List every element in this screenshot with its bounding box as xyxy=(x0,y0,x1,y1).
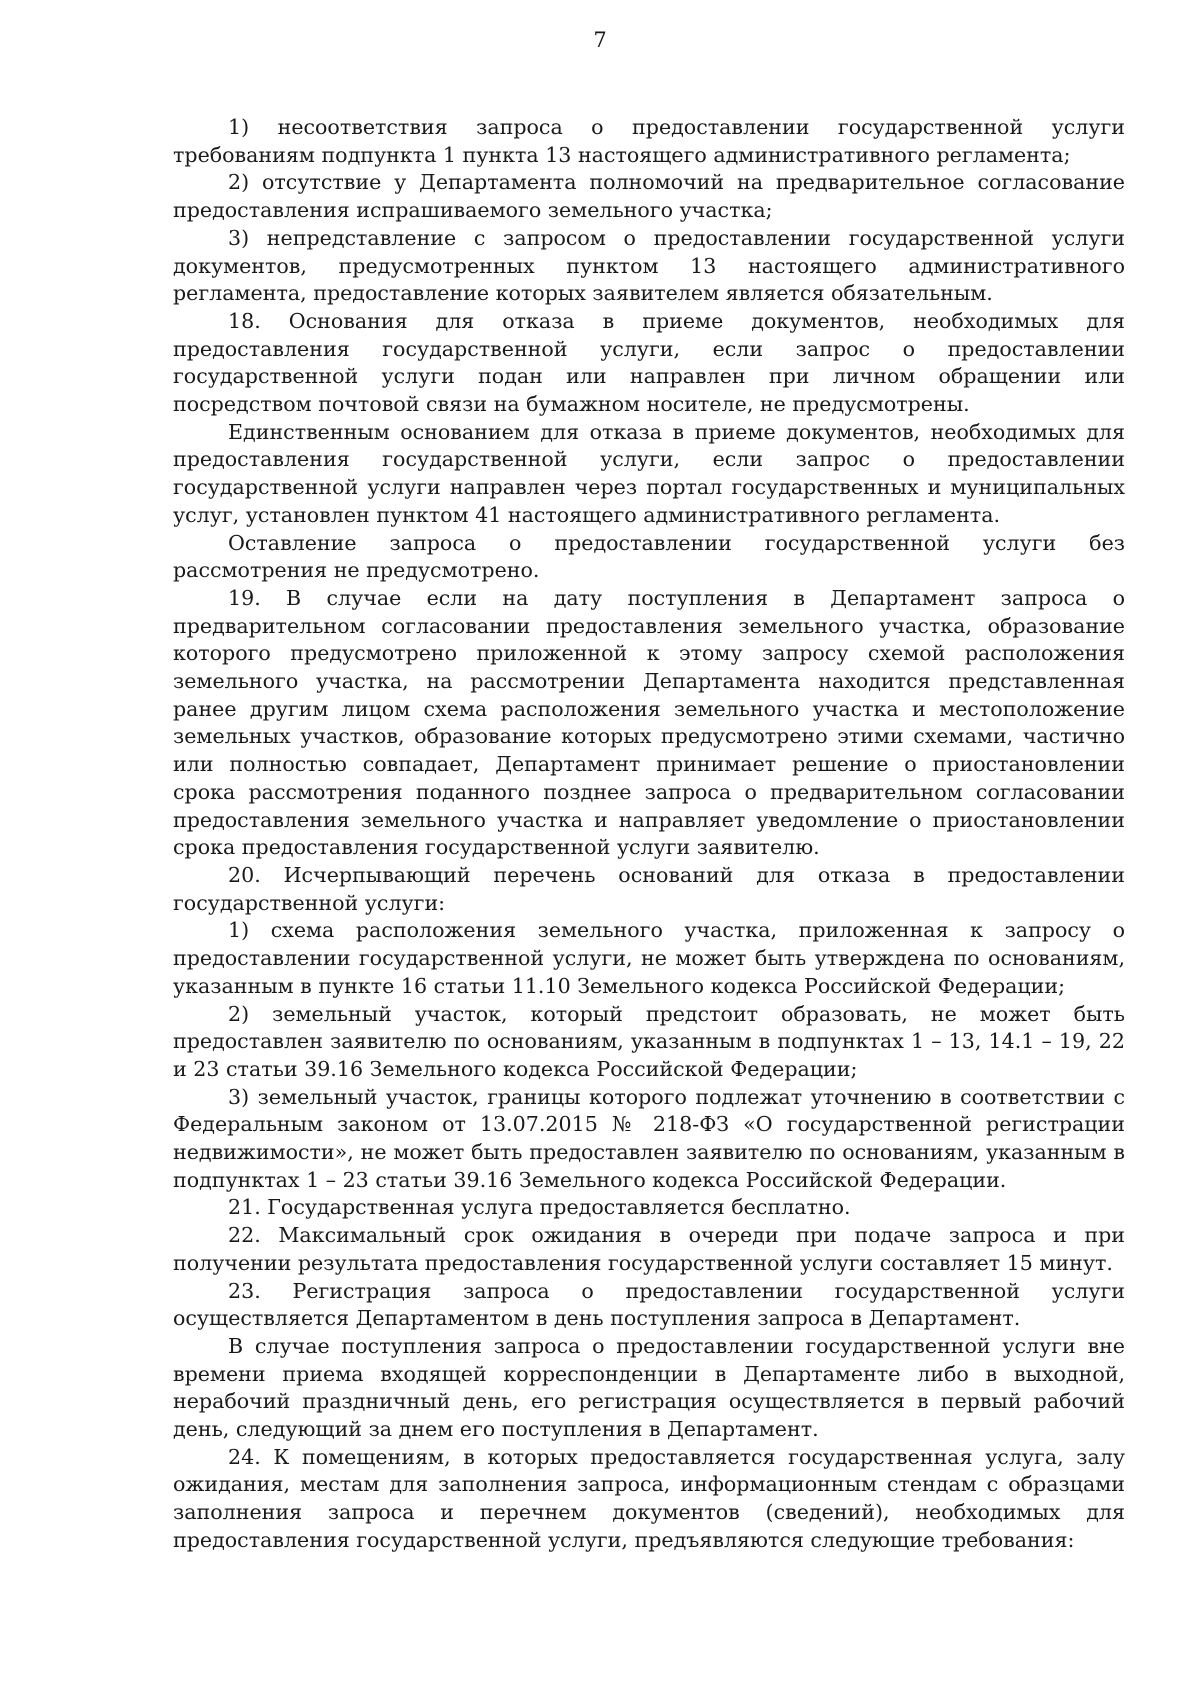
paragraph-20-item-2: 2) земельный участок, который предстоит образовать, не может быть предоставлен заявителю по основаниям, указанным в подпунктах 1 – 13, 14.1 – 19, 22 и 23 статьи 39.16 Земельного кодекса Российской Федерации; xyxy=(173,1001,1125,1081)
paragraph-24: 24. К помещениям, в которых предоставляется государственная услуга, залу ожидания, местам для заполнения запроса, информационным стендам с образцами заполнения запроса и перечнем документов (сведений), необходимых для предоставления государственной услуги, предъявляются следующие требования: xyxy=(173,1444,1125,1552)
paragraph-18-sole-ground: Единственным основанием для отказа в приеме документов, необходимых для предоставления государственной услуги, если запрос о предоставлении государственной услуги направлен через портал государственных и муниципальных услуг, установлен пунктом 41 настоящего административного регламента. xyxy=(173,419,1125,527)
paragraph-20-item-3: 3) земельный участок, границы которого подлежат уточнению в соответствии с Федеральным законом от 13.07.2015 № 218-ФЗ «О государственной регистрации недвижимости», не может быть предоставлен заявителю по основаниям, указанным в подпунктах 1 – 23 статьи 39.16 Земельного кодекса Российской Федерации. xyxy=(173,1084,1125,1192)
paragraph-21: 21. Государственная услуга предоставляется бесплатно. xyxy=(228,1195,851,1220)
paragraph-item-2-no-authority: 2) отсутствие у Департамента полномочий на предварительное согласование предоставления испрашиваемого земельного участка; xyxy=(173,170,1125,223)
paragraph-18: 18. Основания для отказа в приеме документов, необходимых для предоставления государственной услуги, если запрос о предоставлении государственной услуги подан или направлен при личном обращении или посредством почтовой связи на бумажном носителе, не предусмотрены. xyxy=(173,308,1125,417)
paragraph-item-1-mismatch: 1) несоответствия запроса о предоставлении государственной услуги требованиям подпункта 1 пункта 13 настоящего административного регламента; xyxy=(173,115,1125,167)
paragraph-23-off-hours: В случае поступления запроса о предоставлении государственной услуги вне времени приема входящей корреспонденции в Департаменте либо в выходной, нерабочий праздничный день, его регистрация осуществляется в первый рабочий день, следующий за днем его поступления в Департамент. xyxy=(173,1333,1125,1442)
document-body xyxy=(173,114,1125,1555)
page-number: 7 xyxy=(593,28,607,52)
paragraph-19: 19. В случае если на дату поступления в Департамент запроса о предварительном согласовании предоставления земельного участка, образование которого предусмотрено приложенной к этому запросу схемой расположения земельного участка, на рассмотрении Департамента находится представленная ранее другим лицом схема расположения земельного участка и местоположение земельных участков, образование которых предусмотрено этими схемами, частично или полностью совпадает, Департамент принимает решение о приостановлении срока рассмотрения поданного позднее запроса о предварительном согласовании предоставления земельного участка и направляет уведомление о приостановлении срока предоставления государственной услуги заявителю. xyxy=(173,585,1125,860)
paragraph-18-no-leaving: Оставление запроса о предоставлении государственной услуги без рассмотрения не предусмотрено. xyxy=(173,530,1125,583)
paragraph-23: 23. Регистрация запроса о предоставлении государственной услуги осуществляется Департаментом в день поступления запроса в Департамент. xyxy=(173,1278,1125,1331)
paragraph-20-item-1: 1) схема расположения земельного участка, приложенная к запросу о предоставлении государственной услуги, не может быть утверждена по основаниям, указанным в пункте 16 статьи 11.10 Земельного кодекса Российской Федерации; xyxy=(173,918,1125,998)
paragraph-22: 22. Максимальный срок ожидания в очереди при подаче запроса и при получении результата предоставления государственной услуги составляет 15 минут. xyxy=(173,1223,1125,1275)
paragraph-20: 20. Исчерпывающий перечень оснований для отказа в предоставлении государственной услуги: xyxy=(173,862,1125,915)
paragraph-item-3-missing-documents: 3) непредставление с запросом о предоставлении государственной услуги документов, предусмотренных пунктом 13 настоящего административного регламента, предоставление которых заявителем является обязательным. xyxy=(173,225,1125,306)
